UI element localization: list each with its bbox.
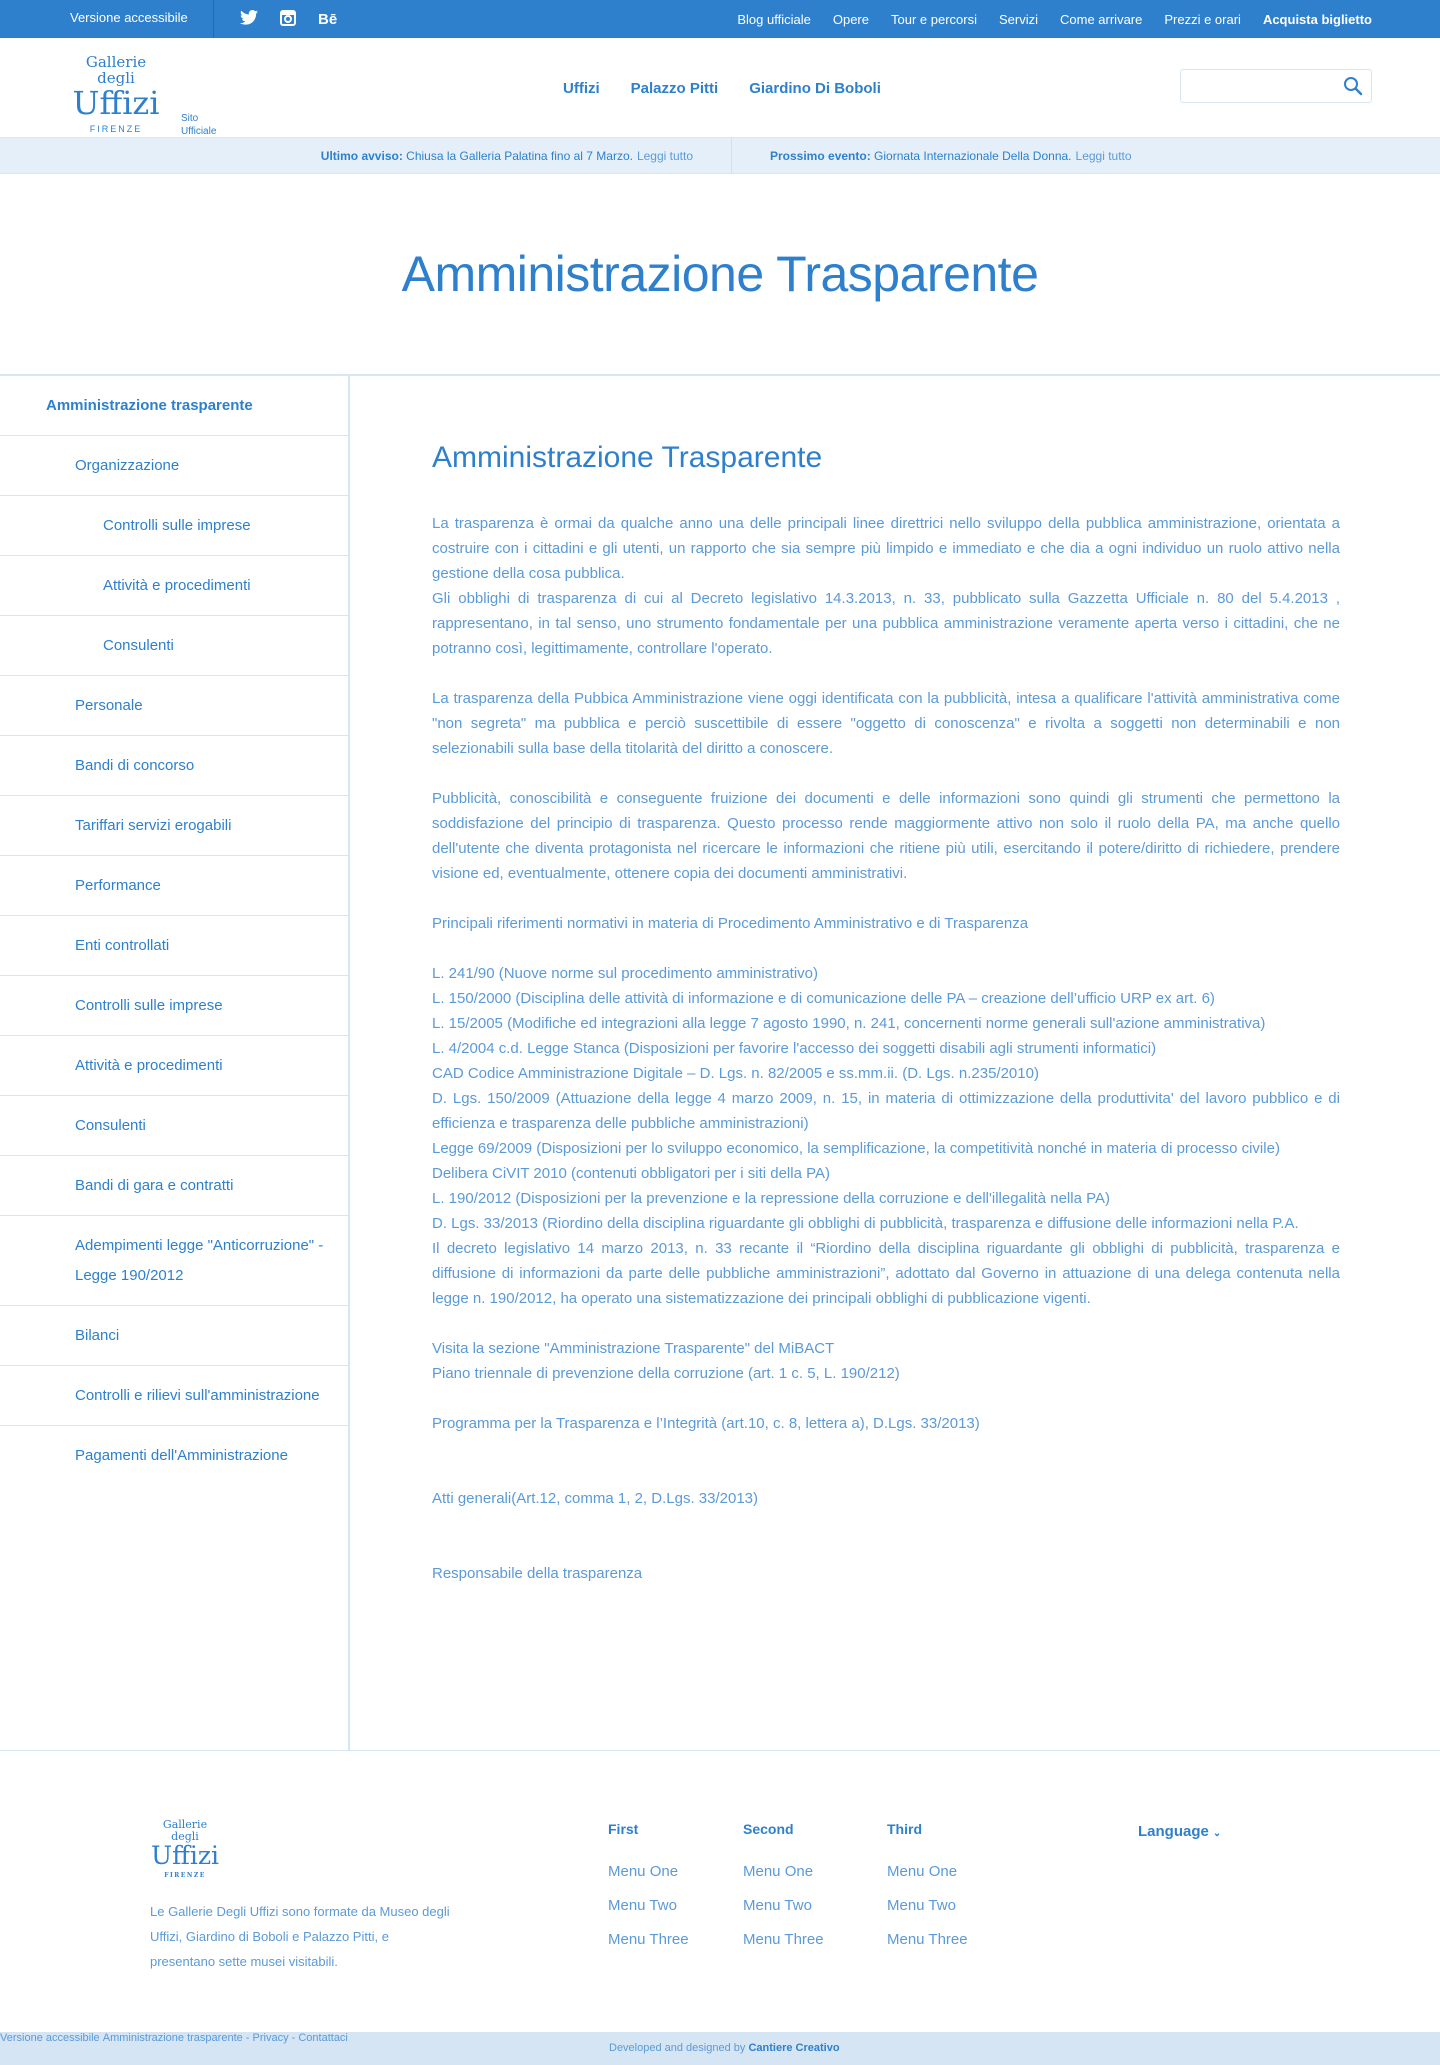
page-title: Amministrazione Trasparente [401, 246, 1039, 302]
mibact-link[interactable]: Visita la sezione "Amministrazione Trasparente" del MiBACT [432, 1340, 835, 1357]
footer-column-second [743, 1821, 824, 1957]
top-links [737, 0, 1372, 38]
main-content [350, 376, 1440, 1750]
logo-line1: Gallerie degli [85, 53, 147, 87]
twitter-icon[interactable] [240, 10, 258, 28]
notice-bar [0, 138, 1440, 174]
sidebar-item-pagamenti[interactable]: Pagamenti dell'Amministrazione [75, 1447, 288, 1464]
footer [0, 1751, 1440, 2032]
footer-menu-link[interactable]: Menu Two [887, 1897, 956, 1914]
credit-prefix: Developed and designed by [609, 2042, 746, 2054]
ref-item: D. Lgs. 150/2009 (Attuazione della legge 4 marzo 2009, n. 15, in materia di ottimizzazione della produttivita' del lavoro pubblico e di efficienza e trasparenza delle pubbliche amministrazioni) [432, 1090, 1340, 1132]
sidebar-item-controlli-rilievi[interactable]: Controlli e rilievi sull'amministrazione [0, 1366, 348, 1426]
official-site-label [181, 112, 216, 138]
language-label: Language [1138, 1823, 1209, 1840]
last-notice [0, 138, 732, 173]
search-input[interactable] [1181, 70, 1331, 102]
atti-generali-link[interactable]: Atti generali(Art.12, comma 1, 2, D.Lgs. 33/2013) [432, 1490, 758, 1507]
behance-icon[interactable] [318, 11, 337, 28]
footer-description: Le Gallerie Degli Uffizi sono formate da Museo degli Uffizi, Giardino di Boboli e Palazzo Pitti, e presentano sette musei visitabili. [150, 1904, 450, 1969]
ref-item: L. 15/2005 (Modifiche ed integrazioni alla legge 7 agosto 1990, n. 241, concernenti norme generali sull'azione amministrativa) [432, 1015, 1266, 1032]
footer-menu-link[interactable]: Menu Three [608, 1931, 689, 1948]
footer-column-heading: Third [887, 1821, 922, 1837]
footer-menu-link[interactable]: Menu One [887, 1863, 958, 1880]
footer-accessible-link[interactable]: Versione accessibile [0, 2032, 100, 2044]
last-notice-read-more[interactable]: Leggi tutto [636, 148, 693, 163]
footer-logo[interactable] [150, 1819, 220, 1879]
sidebar-item-performance[interactable]: Performance [0, 856, 348, 916]
sidebar-item-personale[interactable]: Personale [0, 676, 348, 736]
behance-glyph: Bē [318, 10, 338, 28]
ref-item: Il decreto legislativo 14 marzo 2013, n. 33 recante il “Riordino della disciplina riguardante gli obblighi di pubblicità, trasparenza e diffusione di informazioni da parte delle pubbliche amministrazioni”, adottato dal Governo in attuazione di una delega contenuta nella legge n. 190/2012, ha operato una sistematizzazione dei principali obblighi di pubblicazione vigenti. [432, 1240, 1340, 1307]
sidebar [0, 376, 350, 1750]
next-event-label: Prossimo evento: [770, 148, 871, 163]
ref-item: D. Lgs. 33/2013 (Riordino della disciplina riguardante gli obblighi di pubblicità, trasparenza e diffusione delle informazioni nella P.A. [432, 1215, 1299, 1232]
credit-agency-link[interactable]: Cantiere Creativo [748, 2042, 840, 2054]
paragraph-conoscibilita: Pubblicità, conoscibilità e conseguente fruizione dei documenti e delle informazioni sono quindi gli strumenti che permettono la soddisfazione del principio di trasparenza. Questo processo rende maggiormente attivo non solo il ruolo della PA, ma anche quello dell'utente che diventa protagonista nel ricercare le informazioni che ritiene più utili, esercitando il potere/diritto di richiedere, prendere visione ed, eventualmente, ottenere copia dei documenti amministrativi. [432, 790, 1340, 882]
responsabile-trasparenza-link[interactable]: Responsabile della trasparenza [432, 1565, 643, 1582]
programma-trasparenza-link[interactable]: Programma per la Trasparenza e l’Integrità (art.10, c. 8, lettera a), D.Lgs. 33/2013) [432, 1415, 980, 1432]
logo[interactable] [70, 54, 162, 134]
sidebar-subitem-controlli-imprese[interactable]: Controlli sulle imprese [0, 496, 348, 556]
top-bar [0, 0, 1440, 38]
top-link-opere[interactable]: Opere [832, 11, 869, 27]
paragraph-obblighi: Gli obblighi di trasparenza di cui al Decreto legislativo 14.3.2013, n. 33, pubblicato sulla Gazzetta Ufficiale n. 80 del 5.4.2013 , rappresentano, in tal senso, uno strumento fondamentale per una pubblica amministrazione veramente aperta verso i cittadini, che ne potranno così, legittimamente, controllare l'operato. [432, 590, 1340, 657]
ref-item: L. 150/2000 (Disciplina delle attività di informazione e di comunicazione delle PA – creazione dell’ufficio URP ex art. 6) [432, 990, 1215, 1007]
chevron-down-icon: ⌄ [1212, 1828, 1222, 1839]
sidebar-subitem-consulenti[interactable]: Consulenti [0, 616, 348, 676]
ref-item: Legge 69/2009 (Disposizioni per lo sviluppo economico, la semplificazione, la competitività nonché in materia di processo civile) [432, 1140, 1280, 1157]
social-links [240, 0, 337, 38]
content-layout [0, 376, 1440, 1751]
ref-item: Delibera CiVIT 2010 (contenuti obbligatori per i siti della PA) [432, 1165, 830, 1182]
logo-line2: Uffizi [72, 84, 160, 122]
footer-legal-links[interactable]: Amministrazione trasparente - Privacy - Contattaci [102, 2032, 348, 2044]
footer-column-first [608, 1821, 689, 1957]
footer-menu-link[interactable]: Menu Three [887, 1931, 968, 1948]
last-notice-text: Chiusa la Galleria Palatina fino al 7 Marzo. [406, 148, 633, 163]
sidebar-subitem-attivita-procedimenti[interactable]: Attività e procedimenti [0, 556, 348, 616]
sidebar-item-amministrazione-trasparente[interactable]: Amministrazione trasparente [0, 376, 348, 436]
footer-logo-line3: FIRENZE [164, 1872, 206, 1879]
hero [0, 174, 1440, 376]
footer-bottom-bar [0, 2032, 1440, 2065]
header [0, 38, 1440, 138]
top-link-servizi[interactable]: Servizi [998, 11, 1038, 27]
paragraph-intro: La trasparenza è ormai da qualche anno una delle principali linee direttrici nello sviluppo della pubblica amministrazione, orientata a costruire con i cittadini e gli utenti, un rapporto che sia sempre più limpido e immediato e che dia a ogni individuo un ruolo attivo nella gestione della cosa pubblica. [432, 515, 1340, 582]
top-link-come-arrivare[interactable]: Come arrivare [1060, 11, 1143, 27]
sidebar-item-organizzazione[interactable]: Organizzazione [0, 436, 348, 496]
search-box [1180, 69, 1372, 103]
sidebar-item-bandi-gara[interactable]: Bandi di gara e contratti [0, 1156, 348, 1216]
main-nav [563, 38, 881, 138]
search-icon[interactable] [1343, 76, 1363, 96]
top-link-prezzi[interactable]: Prezzi e orari [1164, 11, 1241, 27]
site-label-line2: Ufficiale [181, 126, 217, 137]
footer-menu-link[interactable]: Menu One [608, 1863, 679, 1880]
top-link-tour[interactable]: Tour e percorsi [891, 11, 977, 27]
footer-credit [609, 2032, 840, 2065]
ref-item: CAD Codice Amministrazione Digitale – D. Lgs. n. 82/2005 e ss.mm.ii. (D. Lgs. n.235/2010) [432, 1065, 1039, 1082]
site-label-line1: Sito [181, 113, 199, 124]
footer-menu-link[interactable]: Menu Two [743, 1897, 812, 1914]
language-selector[interactable] [1138, 1823, 1221, 1840]
ref-item: L. 190/2012 (Disposizioni per la prevenzione e la repressione della corruzione e dell'illegalità nella PA) [432, 1190, 1110, 1207]
footer-column-third [887, 1821, 968, 1957]
buy-ticket-link[interactable]: Acquista biglietto [1262, 11, 1372, 27]
sidebar-item-bilanci[interactable]: Bilanci [0, 1306, 348, 1366]
footer-logo-line1: Gallerie degli [162, 1818, 208, 1843]
sidebar-item-enti-controllati[interactable]: Enti controllati [0, 916, 348, 976]
footer-column-heading: First [608, 1821, 639, 1837]
sidebar-item-attivita-procedimenti[interactable]: Attività e procedimenti [0, 1036, 348, 1096]
sidebar-item-controlli-imprese[interactable]: Controlli sulle imprese [0, 976, 348, 1036]
nav-giardino-boboli[interactable]: Giardino Di Boboli [749, 79, 881, 97]
sidebar-item-bandi-concorso[interactable]: Bandi di concorso [0, 736, 348, 796]
footer-menu-link[interactable]: Menu Three [743, 1931, 824, 1948]
footer-logo-line2: Uffizi [151, 1841, 219, 1870]
logo-line3: FIRENZE [89, 124, 143, 134]
last-notice-label: Ultimo avviso: [320, 148, 403, 163]
sidebar-item-consulenti[interactable]: Consulenti [0, 1096, 348, 1156]
top-link-blog[interactable]: Blog ufficiale [737, 11, 811, 27]
piano-triennale-link[interactable]: Piano triennale di prevenzione della corruzione (art. 1 c. 5, L. 190/212) [432, 1365, 900, 1382]
divider [213, 0, 214, 38]
section-title: Amministrazione Trasparente [432, 441, 823, 474]
next-event-read-more[interactable]: Leggi tutto [1075, 148, 1132, 163]
nav-palazzo-pitti[interactable]: Palazzo Pitti [630, 79, 719, 97]
ref-item: L. 241/90 (Nuove norme sul procedimento amministrativo) [432, 965, 819, 982]
footer-menu-link[interactable]: Menu One [743, 1863, 814, 1880]
nav-uffizi[interactable]: Uffizi [563, 79, 600, 97]
refs-heading: Principali riferimenti normativi in materia di Procedimento Amministrativo e di Trasparenza [432, 915, 1029, 932]
next-event [732, 138, 1440, 173]
next-event-text: Giornata Internazionale Della Donna. [874, 148, 1072, 163]
ref-item: L. 4/2004 c.d. Legge Stanca (Disposizioni per favorire l'accesso dei soggetti disabili agli strumenti informatici) [432, 1040, 1157, 1057]
footer-column-heading: Second [743, 1821, 794, 1837]
footer-menu-link[interactable]: Menu Two [608, 1897, 677, 1914]
instagram-icon[interactable] [280, 10, 296, 29]
sidebar-item-tariffari[interactable]: Tariffari servizi erogabili [0, 796, 348, 856]
sidebar-item-anticorruzione[interactable]: Adempimenti legge "Anticorruzione" - Legge 190/2012 [0, 1216, 348, 1306]
accessible-version-link[interactable]: Versione accessibile [70, 10, 188, 25]
paragraph-pubblicita: La trasparenza della Pubbica Amministrazione viene oggi identificata con la pubblicità, intesa a qualificare l'attività amministrativa come "non segreta" ma pubblica e perciò suscettibile di essere "oggetto di conoscenza" e rivolta a soggetti non determinabili e non selezionabili sulla base della titolarità del diritto a conoscere. [432, 690, 1340, 757]
